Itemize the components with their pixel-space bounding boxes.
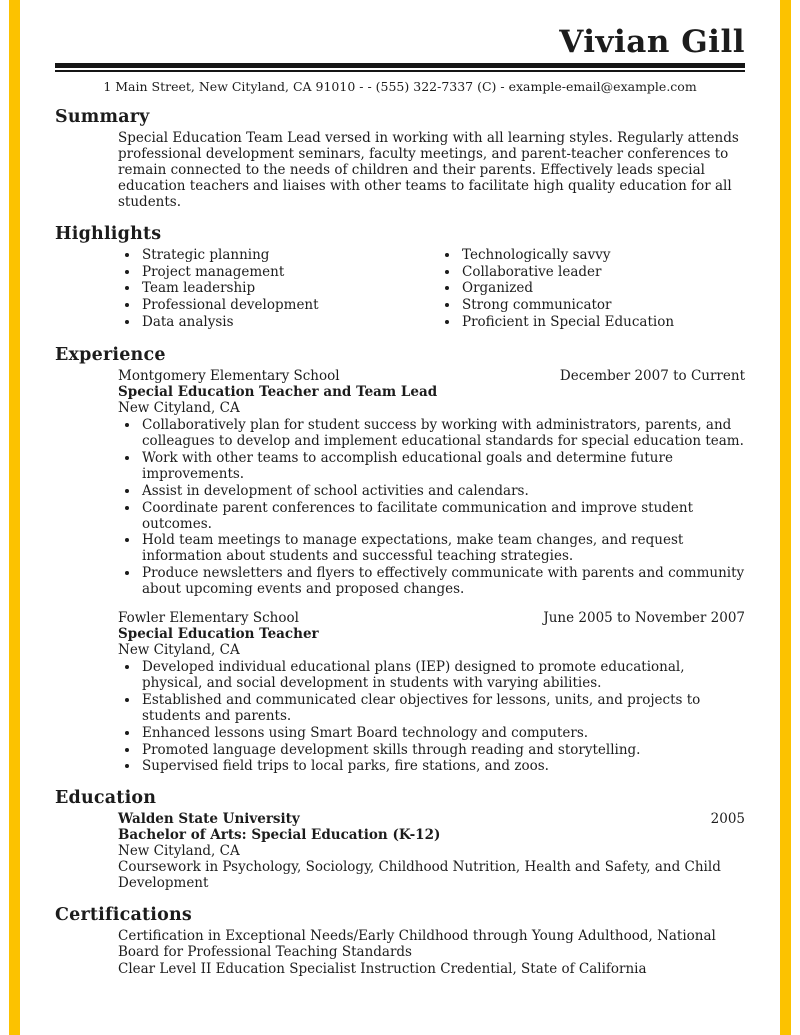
job-bullet: • Established and communicated clear objectives for lessons, units, and projects to students and parents. [140, 693, 745, 725]
highlight-item: • Strategic planning [140, 248, 438, 264]
certifications-section [55, 905, 745, 978]
education-coursework: Coursework in Psychology, Sociology, Childhood Nutrition, Health and Safety, and Child Development [118, 859, 721, 892]
education-degree: Bachelor of Arts: Special Education (K-12) [118, 827, 441, 844]
job-bullet: • Collaboratively plan for student success by working with administrators, parents, and colleagues to develop and implement educational standards for special education team. [140, 418, 745, 450]
highlight-item: • Collaborative leader [460, 265, 745, 281]
job-bullet: • Produce newsletters and flyers to effectively communicate with parents and community about upcoming events and proposed changes. [140, 566, 745, 598]
education-heading: Education [55, 788, 157, 809]
job-bullet: • Work with other teams to accomplish educational goals and determine future improvements. [140, 451, 745, 483]
highlight-item: • Professional development [140, 298, 438, 314]
education-header [118, 812, 745, 828]
highlight-item: • Technologically savvy [460, 248, 745, 264]
highlights-section [55, 224, 745, 333]
education-school: Walden State University [118, 811, 300, 828]
highlight-item: • Project management [140, 265, 438, 281]
summary-text: Special Education Team Lead versed in working with all learning styles. Regularly attends professional development seminars, faculty meetings, and parent-teacher conferences to remain connected to the needs of children and their parents. Effectively leads special education teachers and liaises with other teams to facilitate high quality education for all students. [118, 130, 739, 210]
highlight-item: • Strong communicator [460, 298, 745, 314]
job-header [118, 611, 745, 627]
job-location: New Cityland, CA [118, 641, 240, 658]
right-accent-bar [780, 0, 791, 1035]
summary-section [55, 107, 745, 211]
job-company: Fowler Elementary School [118, 610, 299, 627]
highlight-item: • Proficient in Special Education [460, 315, 745, 331]
experience-job-1 [118, 369, 745, 598]
job-bullet-list [118, 660, 745, 775]
experience-job-2 [118, 611, 745, 775]
summary-heading: Summary [55, 107, 150, 127]
highlight-item: • Team leadership [140, 281, 438, 297]
job-title: Special Education Teacher and Team Lead [118, 384, 438, 401]
job-company: Montgomery Elementary School [118, 368, 340, 385]
highlights-heading: Highlights [55, 223, 162, 244]
education-location: New Cityland, CA [118, 843, 240, 860]
job-bullet: • Promoted language development skills through reading and storytelling. [140, 743, 745, 759]
highlight-item: • Organized [460, 281, 745, 297]
certification-item: Certification in Exceptional Needs/Early Childhood through Young Adulthood, National Board for Professional Teaching Standards [118, 927, 716, 960]
left-accent-bar [9, 0, 20, 1035]
job-bullet-list [118, 418, 745, 598]
certification-item: Clear Level II Education Specialist Instruction Credential, State of California [118, 960, 647, 977]
highlights-list-2 [438, 248, 745, 332]
highlights-column-2 [438, 248, 745, 333]
job-dates: June 2005 to November 2007 [543, 610, 745, 627]
highlights-column-1 [118, 248, 438, 333]
job-header [118, 369, 745, 385]
education-year: 2005 [710, 811, 745, 828]
job-bullet: • Developed individual educational plans (IEP) designed to promote educational, physical, and social development in students with varying abilities. [140, 660, 745, 692]
job-bullet: • Assist in development of school activities and calendars. [140, 484, 745, 500]
education-entry [118, 812, 745, 892]
job-title: Special Education Teacher [118, 626, 319, 643]
job-bullet: • Enhanced lessons using Smart Board technology and computers. [140, 726, 745, 742]
job-location: New Cityland, CA [118, 400, 240, 417]
education-section [55, 788, 745, 892]
candidate-name: Vivian Gill [559, 24, 745, 60]
experience-section [55, 345, 745, 775]
job-bullet: • Supervised field trips to local parks, fire stations, and zoos. [140, 759, 745, 775]
highlights-columns [118, 248, 745, 333]
certifications-heading: Certifications [55, 904, 192, 925]
highlight-item: • Data analysis [140, 315, 438, 331]
resume-page [55, 0, 745, 979]
job-bullet: • Coordinate parent conferences to facilitate communication and improve student outcomes. [140, 501, 745, 533]
experience-heading: Experience [55, 345, 166, 366]
contact-line: 1 Main Street, New Cityland, CA 91010 - - (555) 322-7337 (C) - example-email@example.com [103, 79, 697, 94]
header-rule-thin [55, 70, 745, 72]
job-dates: December 2007 to Current [559, 368, 745, 385]
header-rule-thick [55, 63, 745, 68]
job-bullet: • Hold team meetings to manage expectations, make team changes, and request information about students and successful teaching strategies. [140, 533, 745, 565]
certifications-list [118, 929, 745, 978]
highlights-list-1 [118, 248, 438, 332]
